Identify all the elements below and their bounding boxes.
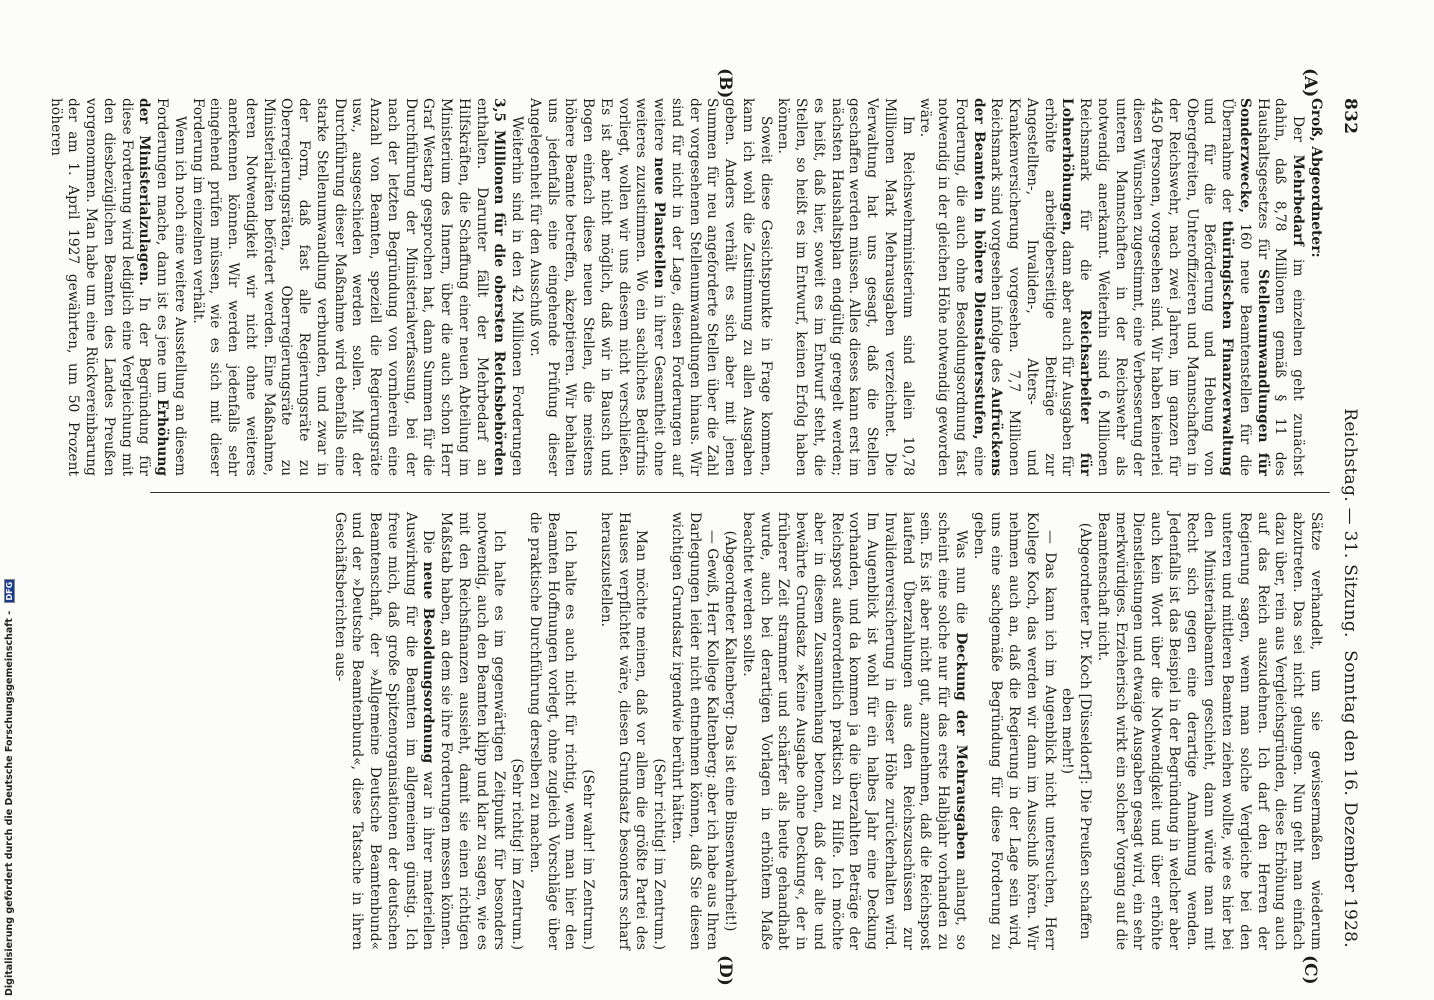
margin-letter-c: (C) [1300, 955, 1320, 985]
paragraph: Ich halte es im gegenwärtigen Zeitpunkt für besonders notwendig, auch den Beamten klipp und klar zu sagen, wie es mit den Reichsfinanzen aussieht, damit sie einen richtigen Maßstab haben, an dem sie ihre Forderungen messen können. [438, 512, 508, 950]
emphasis: Reichsarbeiter für Lohnerhöhungen, [1059, 98, 1094, 476]
text-run: Was nun die [953, 530, 969, 624]
interjection: (Abgeordneter Dr. Koch [Düsseldorf]: Die Preußen schaffen eben mehr!) [1059, 522, 1094, 940]
interjection: (Sehr wahr! im Zentrum.) [580, 769, 597, 950]
paragraph [330, 512, 437, 950]
text-run: in ihrer Gesamtheit ohne weiteres zuzustimmen. Wo ein sachliches Bedürfnis vorliegt, wollen wir uns diesem nicht verschließen. Es ist aber nicht möglich, daß wir in Bausch und Bogen einfach diese neuen Stellen, die meistens höhere Beamte betreffen, akzeptieren. Wir behalten uns jedenfalls eine eingehende Prüfung dieser Angelegenheit für den Ausschuß vor. [527, 98, 668, 477]
page-number: 832 [1340, 98, 1360, 135]
speaker-name: Groß, Abgeordneter: [1308, 98, 1324, 258]
paragraph: — Gewiß, Herr Kollege Kaltenberg; aber ich habe aus Ihren Darlegungen leider nicht entnehmen können, daß Sie diesen wichtigen Grundsatz irgendwie berührt hätten. [669, 512, 721, 950]
text-run: 160 neue Beamtenstellen für die Übernahme der [1219, 98, 1253, 476]
text-run: In der Begründung für diese Forderung wird lediglich eine Vergleichung mit den diesbezüglichen Beamten des Landes Preußen vorgenommen. Man habe um eine Rückvereinbarung der am 1. April 1927 gewährten, um 50 Prozent höheren [47, 98, 153, 477]
paragraph: — Das kann ich im Augenblick nicht untersuchen, Herr Kollege Koch, das werden wir dann im Ausschuß hören. Wir nehmen auch an, daß die Regierung in der Lage sein wird, uns eine sachgemäße Begründung für diese Forderung zu geben. [970, 512, 1058, 950]
emphasis: thüringischen Finanzverwaltung [1219, 220, 1236, 476]
credit-text: Digitalisierung gefördert durch die Deutsche Forschungsgemeinschaft - [4, 610, 15, 996]
paragraph: Man möchte meinen, daß vor allem die größte Partei des Hauses verpflichtet wäre, diesen Grundsatz besonders scharf herauszustellen. [598, 512, 650, 950]
interjection: (Sehr richtig! im Zentrum.) [651, 758, 668, 950]
paragraph [916, 98, 1307, 476]
paragraph [525, 98, 774, 476]
text-run: dann aber auch für Ausgaben für erhöhte arbeitgeberseitige Beiträge zur Angestellten-, Invaliden-, Alters- und Krankenversicherung vorgesehen. 7,7 Millionen Reichsmark sind vorgesehen infolge des [988, 98, 1076, 476]
interjection: (Sehr richtig! im Zentrum.) [509, 758, 526, 950]
paragraph [46, 98, 188, 476]
text-run: und für die Beförderung und Hebung von Obergefreiten, Unteroffizieren und Mannschaften in der Reichswehr, nach zwei Jahren, im ganzen für 4450 Personen, vorgesehen sind. Wir haben keinerlei diesen Wünschen zugestimmt, eine Verbesserung der unteren Mannschaften in der Reichswehr als notwendig anerkannt. Weiterhin sind 6 Millionen Reichsmark für die [1077, 98, 1218, 476]
emphasis: Aufrückens der Beamten in höhere Dienstaltersstufen, [970, 98, 1005, 476]
paragraph: Ich halte es auch nicht für richtig, wenn man hier den Beamten Hoffnungen vorlegt, ohne zugleich Vorschläge über die praktische Durchführung derselben zu machen. [527, 512, 579, 950]
paragraph: Im Reichswehrministerium sind allein 10,78 Millionen Mark Mehrausgaben verzeichnet. Die Verwaltung hat uns gesagt, daß die Stellen geschaffen werden müssen. Alles dieses kann erst im nächsten Haushaltsplan endgültig geregelt werden; es heißt, daß hier, soweit es im Entwurf steht, die Stellen, so heißt es im Entwurf, keinen Erfolg haben können. [775, 98, 916, 476]
emphasis: Stellenumwandlungen für Sonderzwecke, [1237, 98, 1271, 477]
text-run: war in ihrer materiellen Auswirkung für die Beamten im allgemeinen günstig. Ich freue mich, daß große Spitzenorganisationen der deutschen Beamtenschaft, der »Allgemeine Deutsche Beamtenbund« und der »Deutsche Beamtenbund«, diese Tatsache in ihren Geschäftsberichten aus- [331, 512, 437, 951]
emphasis: 3,5 Millionen für die obersten Reichsbehörden [491, 98, 508, 476]
margin-letter-b: (B) [715, 68, 735, 99]
emphasis: Mehrbedarf [1290, 154, 1307, 247]
paragraph [738, 512, 969, 950]
margin-letter-d: (D) [715, 955, 735, 986]
text-run: eine Forderung, die auch ohne Besoldungsordnung fast notwendig in der gleichen Höhe notwendig geworden wäre. [917, 98, 987, 477]
text-run: enthalten. Darunter fällt der Mehrbedarf an Hilfskräften, die Schaffung einer neuen Abteilung im Ministerium des Innern, über die auch schon Herr Graf Westarp gesprochen hat, dann Summen für die Durchführung der Ministerialverfassung, bei der nach der letzten Begründung von vornherein eine Anzahl von Beamten, speziell die Regierungsräte usw., ausgeschieden werden sollen. Mit der Durchführung dieser Maßnahme wird ebenfalls eine starke Stellenumwandlung verbunden, und zwar in der Form, daß fast alle Regierungsräte zu Oberregierungsräten, Oberregierungsräte zu Ministerialräten befördert werden. Eine Maßnahme, deren Notwendigkeit wir nicht ohne weiteres anerkennen können. Wir werden jedenfalls sehr eingehend prüfen müssen, wie es sich mit dieser Forderung im einzelnen verhält. [189, 98, 490, 476]
margin-letter-a: (A) [1300, 68, 1320, 98]
text-run: im einzelnen geht zunächst dahin, daß 8,78 Millionen gemäß § 11 des Haushaltsgesetzes für [1254, 98, 1307, 476]
dfg-logo-icon: DFG [4, 579, 15, 604]
text-run: Die [420, 530, 437, 554]
right-column [330, 512, 1324, 950]
emphasis: Erhöhung der Ministerialzulagen. [136, 98, 171, 476]
text-run: anlangt, so scheint eine solche nur für das erste Halbjahr vorhanden zu sein. Es ist aber nicht gut, anzunehmen, daß die Reichspost laufend Überzahlungen aus den Reichszuschüssen zur Invalidenversicherung in dieser Höhe zurückerhalten wird. Im Augenblick ist wohl für ein halbes Jahr eine Deckung vorhanden, und da kommen ja die überzahlten Beträge der Reichspost außerordentlich praktisch zu Hilfe. Ich möchte aber in diesem Zusammenhang betonen, daß der alte und bewährte Grundsatz »Keine Ausgabe ohne Deckung«, der in früherer Zeit strammer und schärfer als heute gehandhabt wurde, auch bei derartigen Vorlagen in erhöhtem Maße beachtet werden sollte. [740, 512, 969, 950]
text-run: Soweit diese Gesichtspunkte in Frage kommen, kann ich wohl die Zustimmung zu allen Ausgaben geben. Anders verhält es sich aber mit jenen Summen für neu angeforderte Stellen über die Zahl der vorgesehenen Stellenumwandlungen hinaus. Wir sind für nicht in der Lage, diesen Forderungen auf weitere [651, 98, 774, 476]
speaker-line [1306, 98, 1324, 476]
running-title: Reichstag. — 31. Sitzung. [1340, 408, 1360, 638]
text-run: Wenn ich noch eine weitere Ausstellung an diesem Forderungen mache, dann ist es jene um [154, 98, 188, 476]
page-header [1330, 98, 1360, 948]
text-run: Der [1290, 116, 1307, 142]
left-column [46, 98, 1324, 476]
text-run: Weiterhin sind in den 42 Millionen Forderungen [509, 116, 526, 476]
paragraph: Sätze verhandelt, um sie gewissermaßen wiederum abzutreten. Das sei nicht gelungen. Nun geht man einfach dazu über, rein aus Vergleichsgründen, diese Erhöhung auch auf das Reich auszudehnen. Ich darf den Herren der Regierung sagen, wenn man solche Vergleiche bei den unteren und mittleren Beamten ziehen wollte, wie es hier bei den Ministerialbeamten geschieht, dann würde man mit Recht sich gegen eine derartige Annahmung wenden. Jedenfalls ist das Beispiel in der Begründung in welcher aber auch kein Wort über die Notwendigkeit und über erhöhte Dienstleistungen und etwaige Ausgaben gesagt wird, ein sehr merkwürdiges. Erzieherisch wirkt ein solcher Vorgang auf die Beamtenschaft nicht. [1095, 512, 1324, 950]
interjection: (Abgeordneter Kaltenberg: Das ist eine Binsenwahrheit!) [722, 530, 739, 932]
digitization-credit [4, 579, 15, 996]
emphasis: neue Besoldungsordnung [420, 561, 437, 764]
paragraph [188, 98, 525, 476]
column-separator [150, 492, 1330, 493]
session-date: Sonntag den 16. Dezember 1928. [1340, 650, 1360, 948]
emphasis: neue Planstellen [651, 157, 668, 289]
emphasis: Deckung der Mehrausgaben [953, 632, 969, 860]
